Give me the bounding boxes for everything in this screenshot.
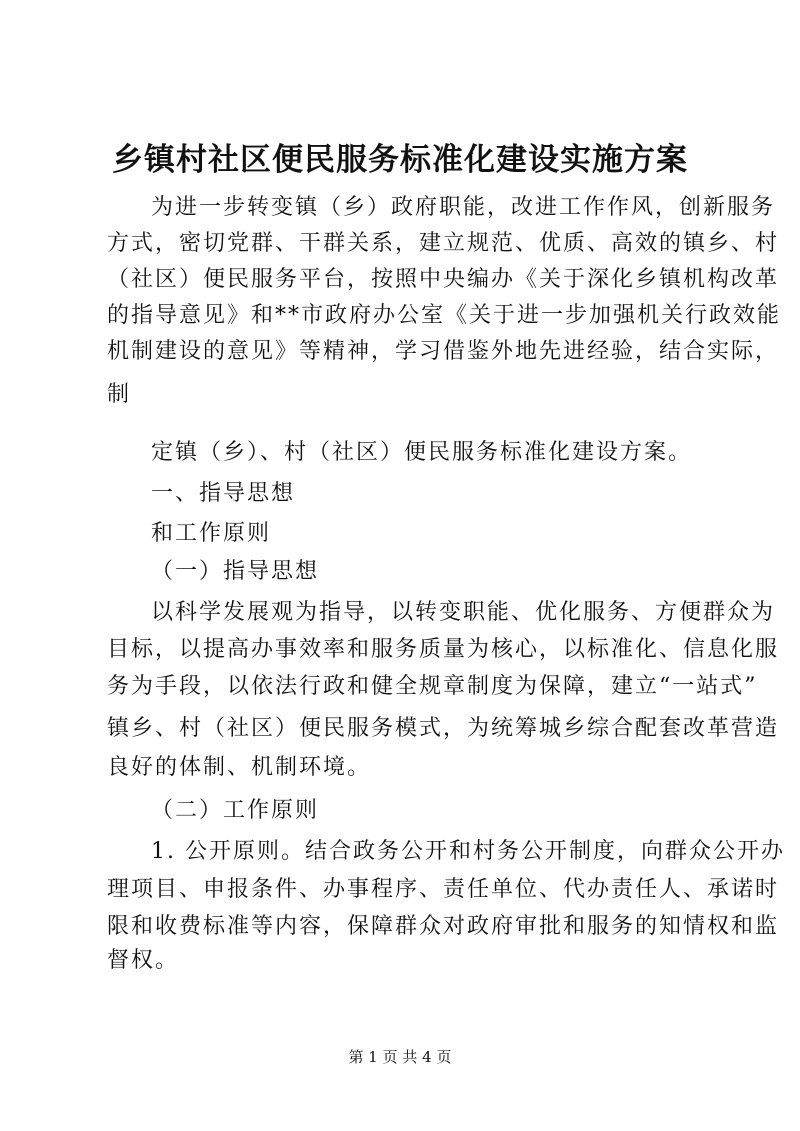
principle-line: 督权。 [107,948,180,973]
guiding-line: 务为手段，以依法行政和健全规章制度为保障，建立“一站式” [107,674,758,699]
intro-line: （社区）便民服务平台，按照中央编办《关于深化乡镇机构改革 [107,267,780,292]
section-heading-continuation: 和工作原则 [151,521,272,546]
guiding-line: 以科学发展观为指导，以转变职能、优化服务、方便群众为 [151,600,776,625]
intro-line: 为进一步转变镇（乡）政府职能，改进工作作风，创新服务 [151,195,776,220]
sub-heading: （一）指导思想 [151,559,320,584]
guiding-line: 良好的体制、机制环境。 [107,755,372,780]
intro-line: 方式，密切党群、干群关系，建立规范、优质、高效的镇乡、村 [107,231,780,256]
guiding-line: 镇乡、村（社区）便民服务模式，为统筹城乡综合配套改革营造 [107,716,780,741]
intro-line: 的指导意见》和**市政府办公室《关于进一步加强机关行政效能 [107,303,782,328]
intro-continuation: 定镇（乡）、村（社区）便民服务标准化建设方案。 [151,440,693,465]
principle-line: 1. 公开原则。结合政务公开和村务公开制度，向群众公开办 [151,839,785,864]
sub-heading: （二）工作原则 [151,798,320,823]
guiding-line: 目标，以提高办事效率和服务质量为核心，以标准化、信息化服 [107,637,780,662]
principle-line: 限和收费标准等内容，保障群众对政府审批和服务的知情权和监 [107,914,780,939]
document-title: 乡镇村社区便民服务标准化建设实施方案 [112,142,688,178]
principle-line: 理项目、申报条件、办事程序、责任单位、代办责任人、承诺时 [107,877,780,902]
intro-line: 制 [107,382,132,407]
section-heading: 一、指导思想 [151,481,296,506]
intro-line: 机制建设的意见》等精神，学习借鉴外地先进经验，结合实际， [107,339,780,364]
page-number-footer: 第 1 页 共 4 页 [348,1048,452,1066]
